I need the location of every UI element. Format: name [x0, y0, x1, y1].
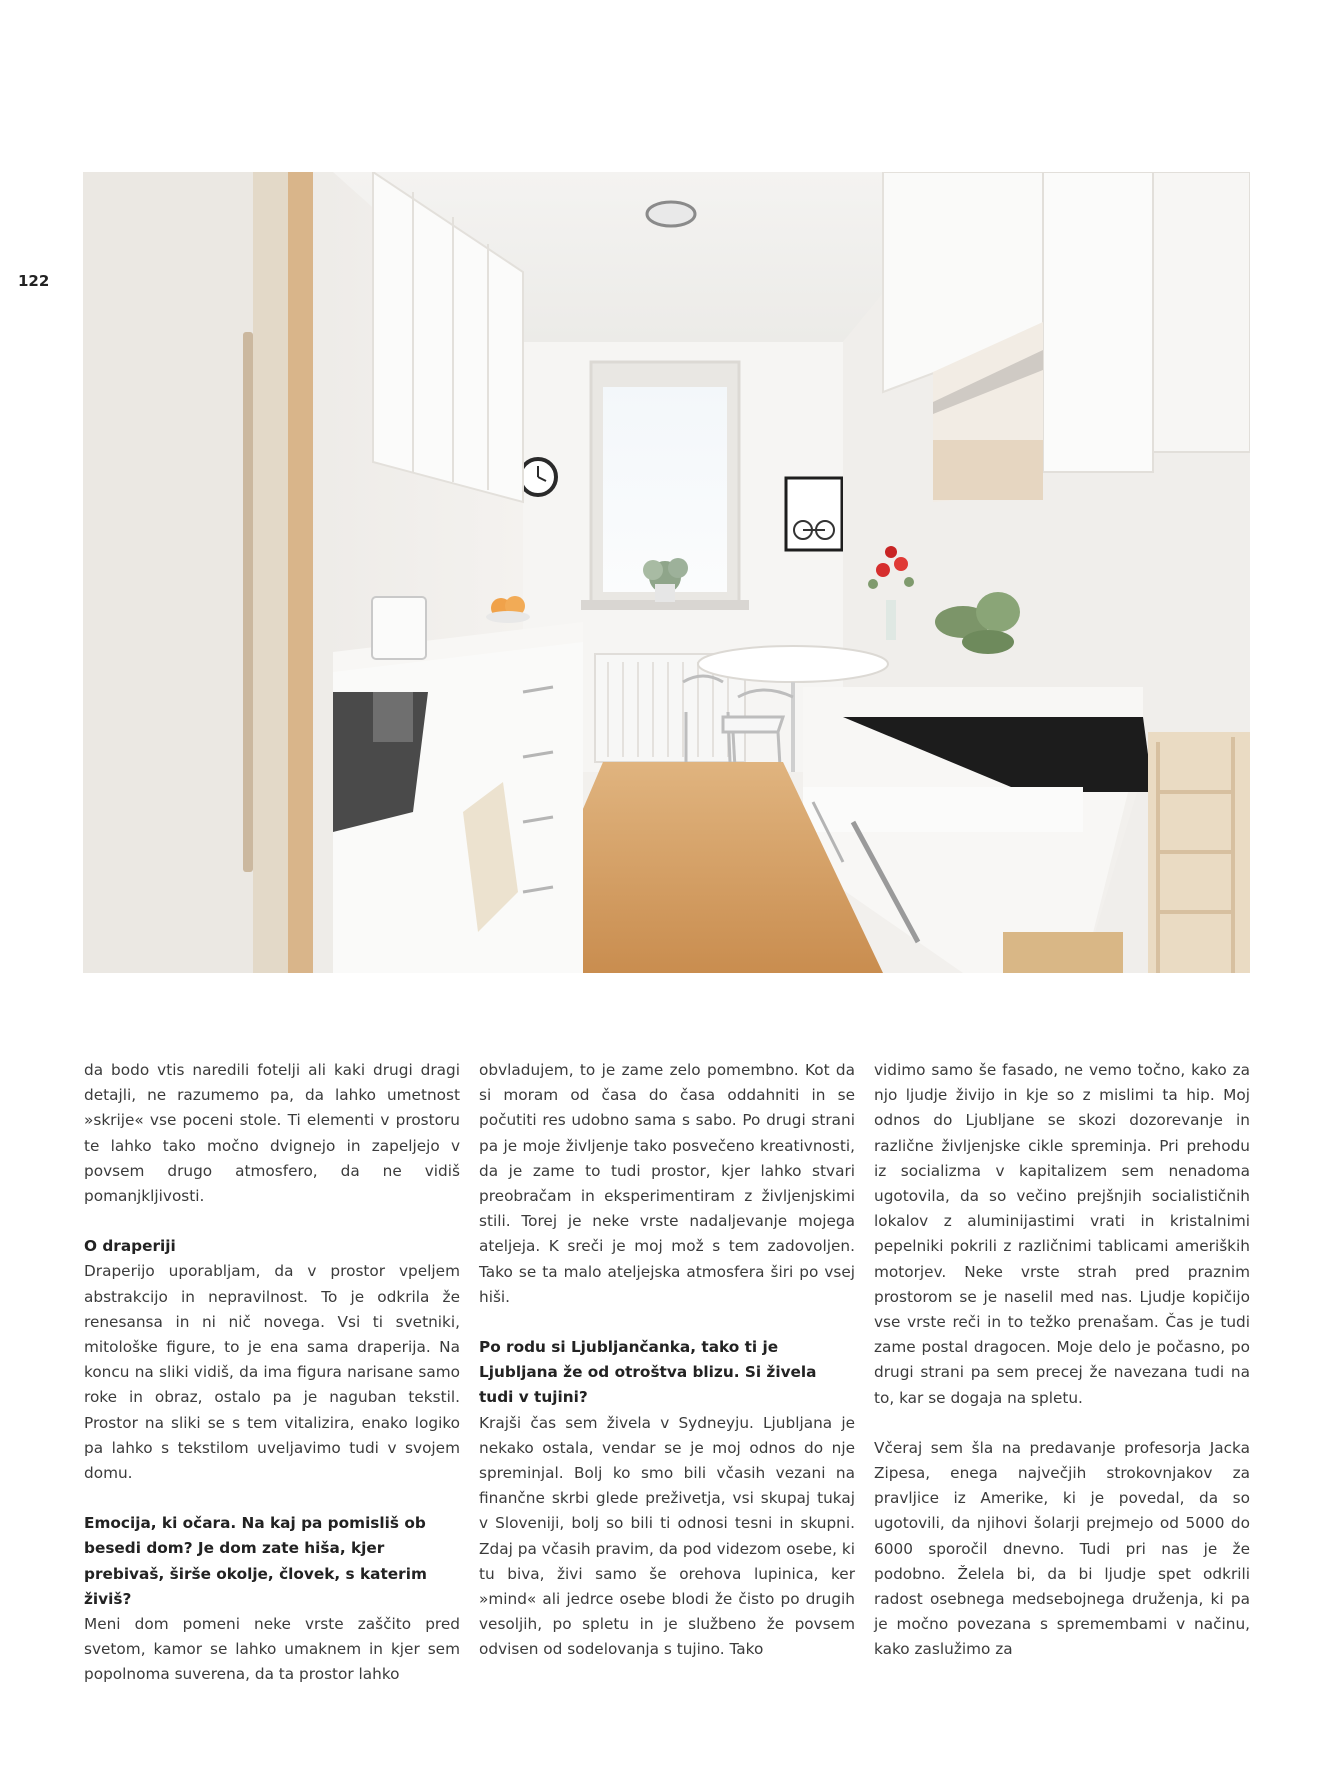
interview-question: Emocija, ki očara. Na kaj pa pomisliš ob besedi dom? Je dom zate hiša, kjer prebivaš, širše okolje, človek, s katerim živiš? [84, 1514, 427, 1608]
paragraph: Draperijo uporabljam, da v prostor vpeljem abstrakcijo in nepravilnost. To je odkrila že renesansa in ni nič novega. Vsi ti svetniki, mitološke figure, to je ena sama draperija. Na koncu na sliki vidiš, da ima figura narisane samo roke in obraz, ostalo pa je naguban tekstil. Prostor na sliki se s tem vitalizira, enako logiko pa lahko s tekstilom uveljavimo tudi v svojem domu. [84, 1262, 460, 1483]
section-heading: O draperiji [84, 1237, 176, 1256]
paragraph: obvladujem, to je zame zelo pomembno. Kot da si moram od časa do časa oddahniti in se počutiti res udobno sama s sabo. Po drugi strani pa je moje življenje tako posvečeno kreativnosti, da je zame to tudi prostor, kjer lahko stvari preobračam in eksperimentiram z življenjskimi stili. Torej je neke vrste nadaljevanje mojega ateljeja. K sreči je moj mož s tem zadovoljen. Tako se ta malo ateljejska atmosfera širi po vsej hiši. [479, 1061, 855, 1306]
kitchen-photo [83, 172, 1250, 973]
kitchen-photo-illustration [83, 172, 1250, 973]
paragraph: da bodo vtis naredili fotelji ali kaki drugi dragi detajli, ne razumemo pa, da lahko umetnost »skrije« vse poceni stole. Ti elementi v prostoru te lahko tako močno dvignejo in zapeljejo v povsem drugo atmosfero, da ne vidiš pomanjkljivosti. [84, 1061, 460, 1206]
paragraph: Včeraj sem šla na predavanje profesorja Jacka Zipesa, enega največjih strokovnjakov za pravljice iz Amerike, ki je povedal, da so ugotovili, da njihovi šolarji prejmejo od 5000 do 6000 sporočil dnevno. Tudi pri nas je že podobno. Želela bi, da bi ljudje spet odkrili radost osebnega medsebojnega druženja, ki pa je močno povezana s spremembami v načinu, kako zaslužimo za [874, 1438, 1250, 1659]
paragraph: Meni dom pomeni neke vrste zaščito pred svetom, kamor se lahko umaknem in kjer sem popolnoma suverena, da ta prostor lahko [84, 1615, 460, 1684]
ceiling-light-icon [647, 202, 695, 226]
bread-bin-icon [372, 597, 426, 659]
paragraph: Krajši čas sem živela v Sydneyju. Ljubljana je nekako ostala, vendar se je moj odnos do nje spreminjal. Bolj ko smo bili včasih vezani na finančne skrbi glede preživetja, vsi skupaj tukaj v Sloveniji, bolj so bili ti odnosi tesni in skupni. Zdaj pa včasih pravim, da pod videzom osebe, ki tu biva, živi samo še orehova lupinica, ker »mind« ali jedrce osebe blodi že čisto po drugih vesoljih, po spletu in je službeno že povsem odvisen od sodelovanja s tujino. Tako [479, 1413, 855, 1659]
page-number: 122 [18, 272, 50, 290]
round-table [698, 646, 888, 682]
framed-picture-icon [786, 478, 842, 550]
article-column-3 [874, 1058, 1250, 1663]
article-column-1 [84, 1058, 460, 1688]
paragraph: vidimo samo še fasado, ne vemo točno, kako za njo ljudje živijo in kje so z mislimi ta hip. Moj odnos do Ljubljane se skozi dozorevanje in različne življenjske cikle spreminja. Pri prehodu iz socializma v kapitalizem sem nenadoma ugotovila, da so večino prejšnjih socialističnih lokalov z aluminijastimi vrati in kristalnimi pepelniki pokrili z različnimi tablicami ameriških motorjev. Neke vrste strah pred praznim prostorom se je naselil med nas. Ljudje kopičijo vse vrste reči in to težko prenašam. Čas je tudi zame postal dragocen. Moje delo je počasno, po drugi strani pa sem precej že navezana tudi na to, kar se dogaja na spletu. [874, 1061, 1250, 1407]
article-column-2 [479, 1058, 855, 1663]
door-handle [243, 332, 253, 872]
interview-question: Po rodu si Ljubljančanka, tako ti je Ljubljana že od otroštva blizu. Si živela tudi v tujini? [479, 1338, 817, 1407]
